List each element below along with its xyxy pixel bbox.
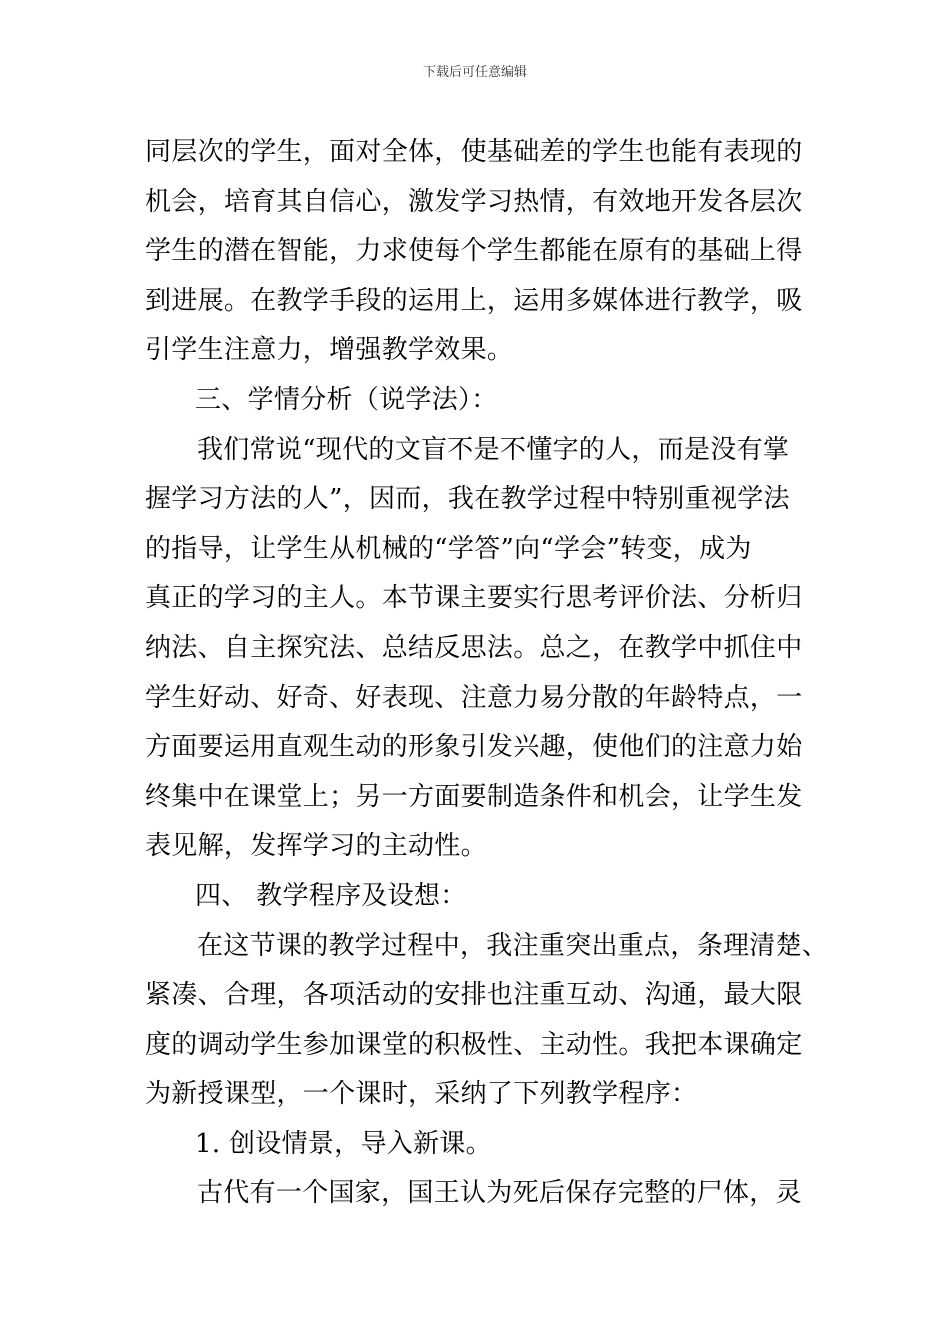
text-line: 方面要运用直观生动的形象引发兴趣，使他们的注意力始 (145, 732, 803, 763)
text-line: 到进展。在教学手段的运用上，运用多媒体进行教学，吸 (145, 285, 803, 316)
text-line: 学生的潜在智能，力求使每个学生都能在原有的基础上得 (145, 236, 803, 267)
section-heading: 四、 教学程序及设想： (195, 880, 467, 911)
page-header: 下载后可任意编辑 (422, 65, 527, 80)
text-line: 引学生注意力，增强教学效果。 (145, 335, 514, 366)
text-line: 的指导，让学生从机械的“学答”向“学会”转变，成为 (145, 533, 752, 564)
text-line: 表见解，发挥学习的主动性。 (145, 831, 487, 862)
document-body (145, 128, 845, 1219)
text-line: 纳法、自主探究法、总结反思法。总之，在教学中抓住中 (145, 632, 803, 663)
text-line: 同层次的学生，面对全体，使基础差的学生也能有表现的 (145, 137, 803, 167)
paragraph-start: 在这节课的教学过程中，我注重突出重点，条理清楚、 (197, 930, 829, 961)
text-line: 握学习方法的人”，因而，我在教学过程中特别重视学法 (145, 484, 790, 515)
section-heading: 三、学情分析（说学法）： (195, 384, 498, 415)
text-line: 为新授课型，一个课时，采纳了下列教学程序： (145, 1079, 698, 1110)
text-line: 机会，培育其自信心，激发学习热情，有效地开发各层次 (145, 186, 803, 217)
list-item-heading: 1. 创设情景，导入新课。 (195, 1128, 492, 1159)
text-line: 学生好动、好奇、好表现、注意力易分散的年龄特点，一 (145, 682, 803, 713)
paragraph-start: 我们常说“现代的文盲不是不懂字的人，而是没有掌 (197, 434, 790, 465)
text-line: 度的调动学生参加课堂的积极性、主动性。我把本课确定 (145, 1029, 803, 1060)
text-line: 紧凑、合理，各项活动的安排也注重互动、沟通，最大限 (145, 980, 803, 1011)
text-line: 真正的学习的主人。本节课主要实行思考评价法、分析归 (145, 583, 803, 614)
paragraph-start: 古代有一个国家，国王认为死后保存完整的尸体，灵 (197, 1178, 802, 1209)
text-line: 终集中在课堂上；另一方面要制造条件和机会，让学生发 (145, 781, 803, 812)
